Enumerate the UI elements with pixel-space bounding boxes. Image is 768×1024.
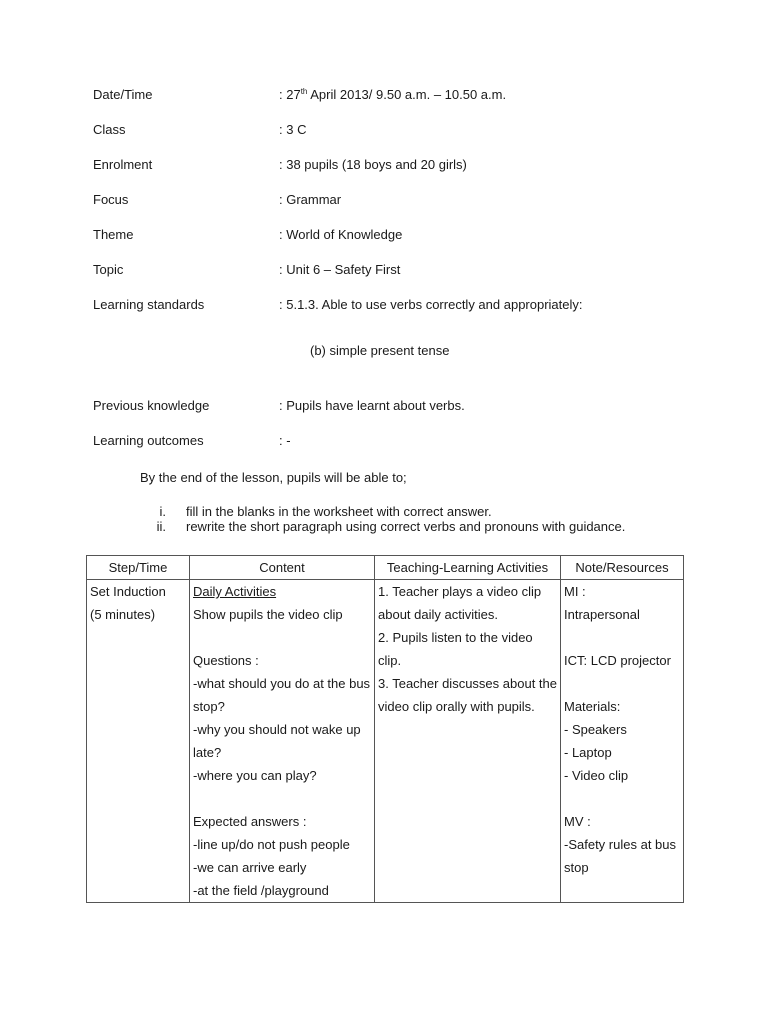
resource-line: - Speakers: [564, 722, 627, 737]
resource-line: [564, 626, 680, 649]
content-line: -where you can play?: [193, 768, 317, 783]
step-time: (5 minutes): [90, 607, 156, 622]
previous-knowledge-label: Previous knowledge: [93, 398, 210, 413]
topic-value: : Unit 6 – Safety First: [279, 262, 401, 277]
header-activities: Teaching-Learning Activities: [375, 556, 561, 580]
activities-cell: [375, 580, 561, 903]
list-item-number: i.: [159, 504, 166, 519]
learning-standards-label: Learning standards: [93, 297, 205, 312]
learning-outcomes-value: : -: [279, 433, 291, 448]
resources-cell: [561, 580, 684, 903]
focus-label: Focus: [93, 192, 129, 207]
content-title: Daily Activities: [193, 584, 277, 599]
resource-line: [564, 787, 680, 810]
list-item-text: rewrite the short paragraph using correct verbs and pronouns with guidance.: [186, 519, 626, 534]
resource-line: - Laptop: [564, 745, 612, 760]
step-cell: [87, 580, 190, 903]
date-time-value: : 27th April 2013/ 9.50 a.m. – 10.50 a.m.: [279, 87, 507, 102]
learning-outcomes-label: Learning outcomes: [93, 433, 204, 448]
class-label: Class: [93, 122, 126, 137]
activity-item: 2. Pupils listen to the video clip.: [378, 630, 533, 668]
content-line: [193, 787, 371, 810]
resource-line: MI :: [564, 584, 586, 599]
learning-standards-sub: (b) simple present tense: [310, 343, 450, 358]
table-row: [87, 580, 684, 903]
date-time-label: Date/Time: [93, 87, 153, 102]
class-value: : 3 C: [279, 122, 307, 137]
header-step-time: Step/Time: [87, 556, 190, 580]
content-line: [193, 626, 371, 649]
content-line: -line up/do not push people: [193, 837, 350, 852]
step-name: Set Induction: [90, 584, 166, 599]
outcomes-intro: By the end of the lesson, pupils will be able to;: [140, 470, 407, 485]
content-line: -why you should not wake up late?: [193, 722, 361, 760]
activity-item: 3. Teacher discusses about the video clip orally with pupils.: [378, 676, 557, 714]
list-item-text: fill in the blanks in the worksheet with correct answer.: [186, 504, 492, 519]
header-content: Content: [190, 556, 375, 580]
content-cell: [190, 580, 375, 903]
resource-line: [564, 672, 680, 695]
enrolment-label: Enrolment: [93, 157, 153, 172]
activity-item: 1. Teacher plays a video clip about daily activities.: [378, 584, 542, 622]
focus-value: : Grammar: [279, 192, 342, 207]
previous-knowledge-value: : Pupils have learnt about verbs.: [279, 398, 465, 413]
list-item-number: ii.: [156, 519, 166, 534]
resource-line: -Safety rules at bus stop: [564, 837, 676, 875]
content-line: Show pupils the video clip: [193, 607, 343, 622]
resource-line: Materials:: [564, 699, 621, 714]
content-line: -what should you do at the bus stop?: [193, 676, 371, 714]
theme-value: : World of Knowledge: [279, 227, 403, 242]
content-line: -at the field /playground: [193, 883, 329, 898]
lesson-table: [86, 555, 684, 903]
enrolment-value: : 38 pupils (18 boys and 20 girls): [279, 157, 467, 172]
content-line: -we can arrive early: [193, 860, 307, 875]
resource-line: MV :: [564, 814, 591, 829]
ordinal-suffix: th: [300, 87, 308, 96]
header-resources: Note/Resources: [561, 556, 684, 580]
resource-line: ICT: LCD projector: [564, 653, 671, 668]
learning-standards-value: : 5.1.3. Able to use verbs correctly and appropriately:: [279, 297, 583, 312]
resource-line: Intrapersonal: [564, 607, 640, 622]
content-line: Questions :: [193, 653, 259, 668]
theme-label: Theme: [93, 227, 134, 242]
topic-label: Topic: [93, 262, 124, 277]
content-line: Expected answers :: [193, 814, 307, 829]
table-header-row: [87, 556, 684, 580]
resource-line: - Video clip: [564, 768, 629, 783]
